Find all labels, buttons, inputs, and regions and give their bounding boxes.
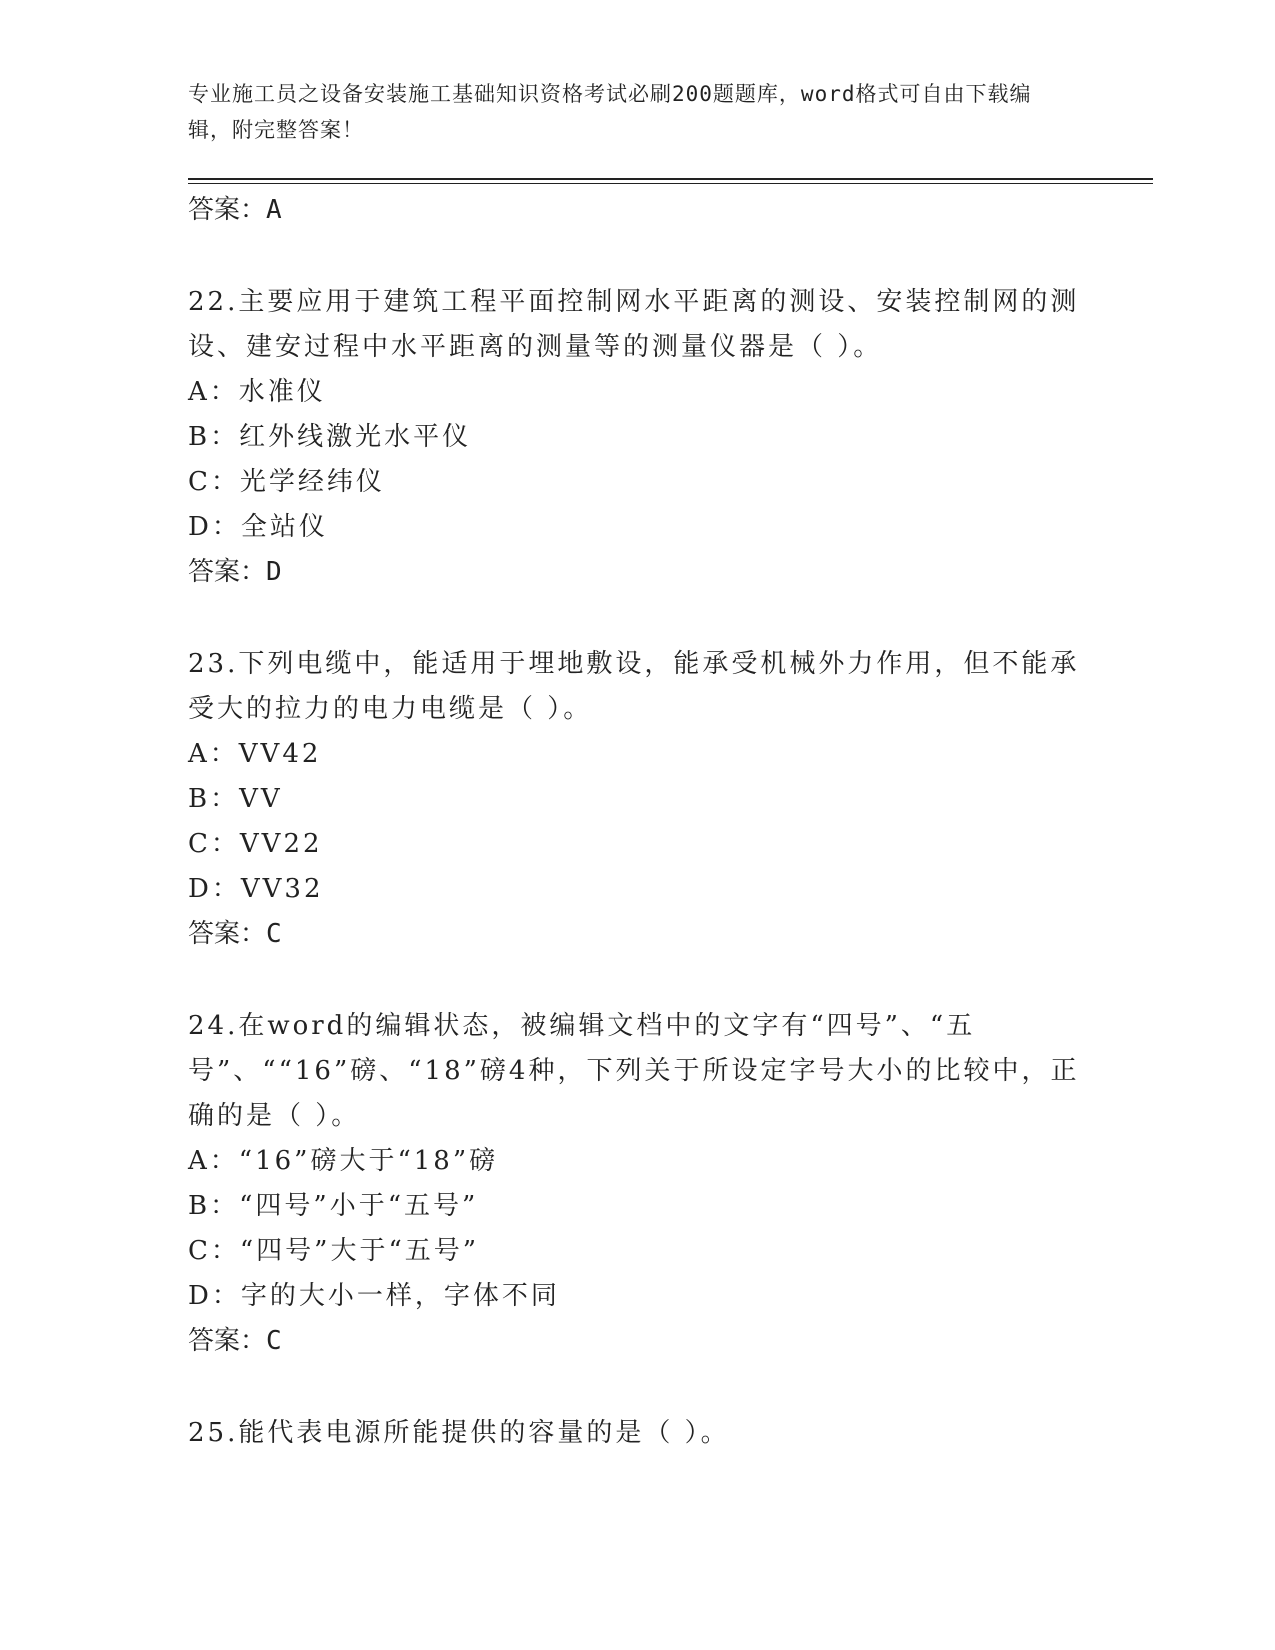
- option-b: B：VV: [188, 784, 283, 814]
- question-stem: 24.在word的编辑状态，被编辑文档中的文字有“四号”、“五号”、““16”磅、“18”磅4种，下列关于所设定字号大小的比较中，正确的是（ ）。: [188, 1011, 1080, 1131]
- question-block: [188, 642, 1088, 957]
- question-stem: 22.主要应用于建筑工程平面控制网水平距离的测设、安装控制网的测设、建安过程中水平距离的测量等的测量仪器是（ ）。: [188, 287, 1080, 362]
- option-a: A：“16”磅大于“18”磅: [188, 1146, 499, 1176]
- option-c: C：光学经纬仪: [188, 467, 385, 497]
- answer-line: 答案：C: [188, 1326, 282, 1356]
- option-a: A：VV42: [188, 739, 322, 769]
- option-d: D：全站仪: [188, 512, 328, 542]
- answer-line: 答案：D: [188, 557, 282, 587]
- option-c: C：VV22: [188, 829, 323, 859]
- spacer: [188, 595, 1088, 642]
- header-rule-thick: [188, 178, 1153, 180]
- answer-line: 答案：A: [188, 195, 282, 225]
- answer-line: 答案：C: [188, 919, 282, 949]
- spacer: [188, 1364, 1088, 1411]
- spacer: [188, 233, 1088, 280]
- option-b: B：红外线激光水平仪: [188, 422, 472, 452]
- question-content: [188, 188, 1088, 1456]
- question-block: [188, 280, 1088, 595]
- spacer: [188, 957, 1088, 1004]
- question-block: [188, 1411, 1088, 1456]
- option-c: C：“四号”大于“五号”: [188, 1236, 480, 1266]
- document-header: 专业施工员之设备安装施工基础知识资格考试必刷200题题库，word格式可自由下载编辑，附完整答案！: [188, 82, 1032, 142]
- option-d: D：VV32: [188, 874, 324, 904]
- question-stem: 23.下列电缆中，能适用于埋地敷设，能承受机械外力作用，但不能承受大的拉力的电力电缆是（ ）。: [188, 649, 1080, 724]
- option-d: D：字的大小一样，字体不同: [188, 1281, 560, 1311]
- header-rule-thin: [188, 183, 1153, 184]
- question-stem: 25.能代表电源所能提供的容量的是（ ）。: [188, 1418, 730, 1448]
- question-block: [188, 1004, 1088, 1364]
- option-b: B：“四号”小于“五号”: [188, 1191, 479, 1221]
- option-a: A：水准仪: [188, 377, 326, 407]
